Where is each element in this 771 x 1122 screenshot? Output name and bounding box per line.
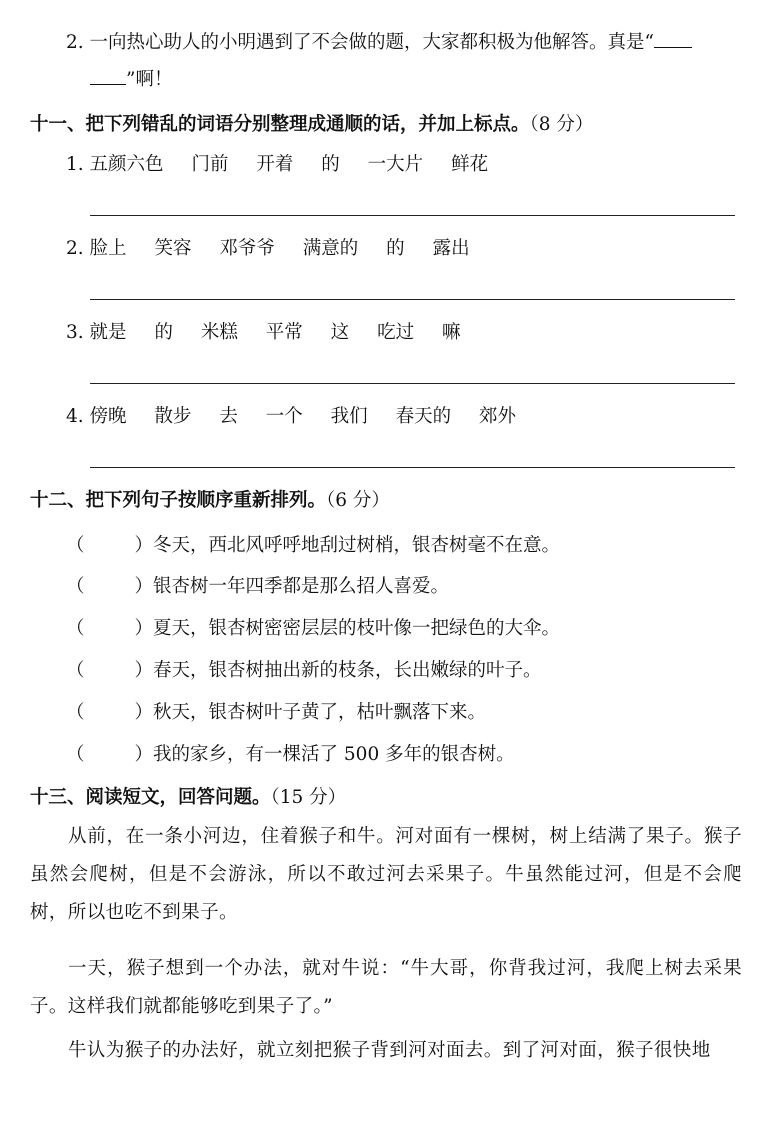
sentence-text: 秋天，银杏树叶子黄了，枯叶飘落下来。	[153, 702, 487, 723]
close-paren: ）	[134, 744, 154, 765]
word: 满意的	[302, 238, 359, 259]
q10-item2-line1	[66, 31, 692, 55]
open-paren: （	[66, 660, 85, 681]
answer-writing-line[interactable]	[90, 383, 735, 384]
word: 郊外	[478, 406, 516, 427]
answer-blank[interactable]	[90, 68, 126, 85]
word: 的	[321, 154, 340, 175]
q12-sentence-row	[66, 701, 486, 725]
open-paren: （	[66, 535, 85, 556]
item-number: 4.	[66, 406, 84, 427]
reading-paragraph-2: 一天，猴子想到一个办法，就对牛说：“牛大哥，你背我过河，我爬上树去采果子。这样我们就都能够吃到果子了。”	[30, 958, 742, 1017]
open-paren: （	[66, 576, 85, 597]
item-number: 3.	[66, 322, 84, 343]
sentence-text: 我的家乡，有一棵活了 500 多年的银杏树。	[153, 744, 515, 765]
q12-sentence-row	[66, 659, 542, 683]
word: 脸上	[89, 238, 127, 259]
sentence-text: 银杏树一年四季都是那么招人喜爱。	[153, 576, 450, 597]
q10-item2-text: 2. 一向热心助人的小明遇到了不会做的题，大家都积极为他解答。真是“	[66, 32, 654, 53]
item-number: 2.	[66, 238, 84, 259]
open-paren: （	[66, 618, 85, 639]
q11-heading-text: 十一、把下列错乱的词语分别整理成通顺的话，并加上标点。	[30, 114, 530, 135]
word: 邓爷爷	[219, 238, 275, 259]
word: 鲜花	[451, 154, 489, 175]
q11-item-1	[66, 153, 510, 177]
answer-writing-line[interactable]	[90, 467, 735, 468]
close-paren: ）	[134, 660, 154, 681]
word: 一大片	[367, 154, 424, 175]
word: 一个	[265, 406, 303, 427]
word: 这	[330, 322, 350, 343]
word: 门前	[191, 154, 229, 175]
q10-item2-end: ”啊！	[126, 69, 173, 90]
word: 开着	[256, 154, 294, 175]
close-paren: ）	[134, 702, 154, 723]
word: 傍晚	[89, 406, 127, 427]
word: 的	[386, 238, 405, 259]
q11-item-3	[66, 321, 483, 345]
sentence-text: 春天，银杏树抽出新的枝条，长出嫩绿的叶子。	[153, 660, 542, 681]
word: 五颜六色	[89, 154, 164, 175]
q12-sentence-row	[66, 617, 560, 641]
word: 米糕	[200, 322, 238, 343]
sentence-text: 冬天，西北风呼呼地刮过树梢，银杏树毫不在意。	[153, 535, 561, 556]
sentence-text: 夏天，银杏树密密层层的枝叶像一把绿色的大伞。	[153, 618, 561, 639]
q11-score: （8 分）	[529, 114, 594, 135]
word: 露出	[432, 238, 470, 259]
close-paren: ）	[134, 618, 154, 639]
reading-paragraph-3: 牛认为猴子的办法好，就立刻把猴子背到河对面去。到了河对面，猴子很快地	[68, 1040, 711, 1061]
close-paren: ）	[134, 535, 154, 556]
q10-item2-line2	[90, 68, 172, 92]
open-paren: （	[66, 702, 85, 723]
close-paren: ）	[134, 576, 154, 597]
q12-sentence-row	[66, 743, 515, 767]
word: 就是	[89, 322, 127, 343]
answer-blank[interactable]	[654, 31, 692, 48]
q13-heading	[30, 786, 346, 810]
word: 笑容	[154, 238, 192, 259]
q12-sentence-row	[66, 534, 560, 558]
reading-paragraph-1: 从前，在一条小河边，住着猴子和牛。河对面有一棵树，树上结满了果子。猴子虽然会爬树，但是不会游泳，所以不敢过河去采果子。牛虽然能过河，但是不会爬树，所以也吃不到果子。	[30, 826, 742, 923]
answer-writing-line[interactable]	[90, 215, 735, 216]
word: 散步	[154, 406, 192, 427]
q12-sentence-row	[66, 575, 449, 599]
q12-score: （6 分）	[326, 490, 390, 511]
word: 春天的	[395, 406, 452, 427]
word: 去	[219, 406, 238, 427]
word: 平常	[265, 322, 303, 343]
word: 的	[154, 322, 173, 343]
word: 嘛	[441, 322, 461, 343]
q13-heading-text: 十三、阅读短文，回答问题。	[30, 787, 271, 808]
q11-item-4	[66, 405, 538, 429]
q11-item-2	[66, 237, 492, 261]
answer-writing-line[interactable]	[90, 299, 735, 300]
q12-heading	[30, 489, 390, 513]
q13-score: （15 分）	[270, 787, 347, 808]
word: 我们	[330, 406, 368, 427]
q12-heading-text: 十二、把下列句子按顺序重新排列。	[30, 490, 327, 511]
word: 吃过	[377, 322, 415, 343]
item-number: 1.	[66, 154, 84, 175]
open-paren: （	[66, 744, 85, 765]
q11-heading	[30, 113, 593, 137]
